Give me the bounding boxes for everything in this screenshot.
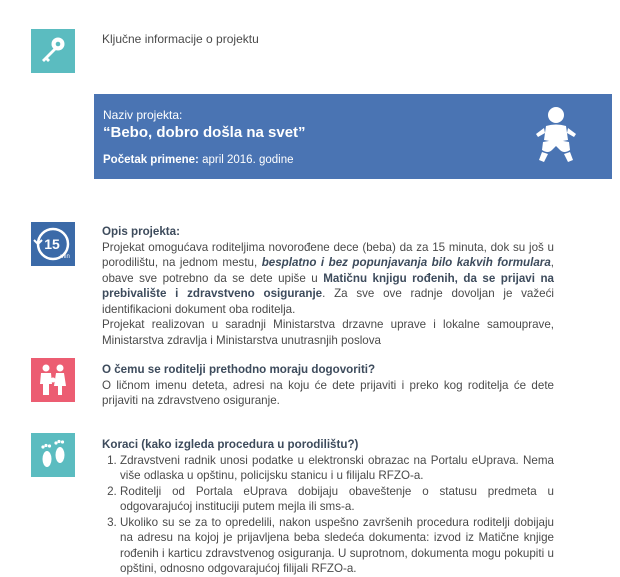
start-date	[103, 154, 294, 166]
project-name: “Bebo, dobro došla na svet”	[103, 124, 306, 141]
steps-list	[102, 453, 554, 577]
description-paragraph-1	[102, 240, 554, 318]
desc-text-e: . Za sve ove radnje dovoljan je važeći identifikacioni dokument oba roditelja.	[102, 287, 554, 316]
agreement-text: O ličnom imenu deteta, adresi na koju će dete prijaviti i preko kog roditelja će dete prijaviti na zdravstveno osiguranje.	[102, 378, 554, 407]
baby-icon	[534, 106, 578, 164]
desc-text-d: Matičnu knjigu rođenih, da se prijavi na prebivalište i zdravstveno osiguranje	[102, 271, 554, 300]
clock-label: 15	[44, 236, 60, 252]
start-label: Početak primene:	[103, 154, 199, 166]
desc-text-b: besplatno i bez popunjavanja bilo kakvih formulara	[261, 256, 551, 269]
list-item: 3. Ukoliko su se za to opredelili, nakon uspešno završenih procedura roditelji dobijaju na adresu na kojoj je prijavljena beba sledeća dokumenta: izvod iz Matične knjige rođenih i karticu zdravstvenog osiguranja. U suprotnom, dokumenta mogu pokupiti u opštini, odnosno odgovarajućoj filijali RFZO-a.	[120, 515, 554, 577]
parents-icon	[31, 358, 75, 402]
project-banner	[94, 94, 612, 179]
agreement-section	[102, 362, 554, 409]
key-icon	[31, 29, 75, 73]
steps-section	[102, 437, 554, 577]
list-item: 1. Zdravstveni radnik unosi podatke u elektronski obrazac na Portalu eUprava. Nema više odlaska u opštinu, policijsku stanicu i u filijalu RFZO-a.	[120, 453, 554, 484]
footprints-icon	[31, 433, 75, 477]
description-section	[102, 224, 554, 348]
project-name-label: Naziv projekta:	[103, 108, 183, 122]
description-paragraph-2: Projekat realizovan u saradnji Ministarstva drzavne uprave i lokalne samouprave, Ministarstva zdravlja i Ministarstva unutrasnjih poslova	[102, 318, 554, 347]
description-title: Opis projekta:	[102, 225, 180, 238]
clock-unit: min	[60, 254, 70, 260]
clock-15-min-icon	[31, 222, 75, 266]
steps-title: Koraci (kako izgleda procedura u porodilištu?)	[102, 438, 359, 451]
key-info-heading: Ključne informacije o projektu	[102, 32, 259, 46]
desc-text-a: Projekat omogućava roditeljima novorođene dece (beba) da za 15 minuta, dok su još u porodilištu, na jednom mestu,	[102, 240, 554, 269]
list-item: 2. Roditelji od Portala eUprava dobijaju obaveštenje o statusu predmeta u odgovarajućoj instituciji putem mejla ili sms-a.	[120, 484, 554, 515]
desc-text-c: , obave sve potrebno da se dete upiše u	[102, 256, 555, 285]
start-value: april 2016. godine	[198, 154, 294, 166]
agreement-title: O čemu se roditelji prethodno moraju dogovoriti?	[102, 363, 376, 376]
